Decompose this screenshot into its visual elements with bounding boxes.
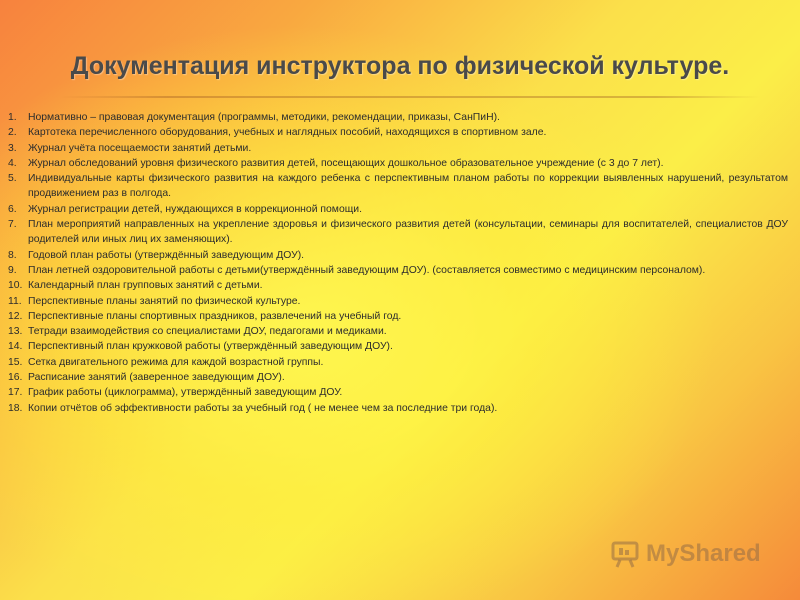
list-item-text: Перспективные планы занятий по физической культуре. — [28, 295, 301, 307]
list-item — [8, 355, 788, 370]
list-item-text: Перспективный план кружковой работы (утверждённый заведующим ДОУ). — [28, 341, 393, 353]
list-item-text: Журнал учёта посещаемости занятий детьми. — [28, 142, 252, 154]
list-item — [8, 370, 788, 385]
watermark-text: MyShared — [646, 540, 761, 567]
slide-title: Документация инструктора по физической культуре. — [70, 52, 730, 80]
list-item-number: 15. — [8, 356, 23, 368]
list-item — [8, 141, 788, 156]
list-item-number: 4. — [8, 157, 17, 169]
list-item-text: Расписание занятий (заверенное заведующим ДОУ). — [28, 372, 285, 384]
list-item — [8, 217, 788, 248]
list-item-number: 11. — [8, 295, 22, 307]
list-item-text: Сетка двигательного режима для каждой возрастной группы. — [28, 356, 324, 368]
list-item-number: 17. — [8, 387, 23, 399]
list-item-number: 9. — [8, 264, 17, 276]
list-item-text: Индивидуальные карты физического развития на каждого ребенка с перспективным планом работы по коррекции выявленных нарушений, результатом продвижением раз в полгода. — [28, 173, 788, 200]
list-item-number: 14. — [8, 341, 23, 353]
list-item-number: 5. — [8, 173, 17, 185]
list-item-text: Годовой план работы (утверждённый заведующим ДОУ). — [28, 249, 305, 261]
list-item-number: 13. — [8, 326, 23, 338]
list-item — [8, 202, 788, 217]
list-item-text: План мероприятий направленных на укрепление здоровья и физического развития детей (консультации, семинары для воспитателей, специалистов ДОУ родителей или иных лиц их заменяющих). — [28, 219, 788, 246]
list-item — [8, 263, 788, 278]
list-item-number: 7. — [8, 219, 17, 231]
list-item-text: Копии отчётов об эффективности работы за учебный год ( не менее чем за последние три года). — [28, 402, 498, 414]
list-item-text: План летней оздоровительной работы с детьми(утверждённый заведующим ДОУ). (составляется совместимо с медицинским персоналом). — [28, 264, 706, 276]
presentation-board-icon — [610, 539, 640, 569]
list-item-number: 6. — [8, 203, 17, 215]
list-item-text: Тетради взаимодействия со специалистами ДОУ, педагогами и медиками. — [28, 326, 387, 338]
list-item — [8, 171, 788, 202]
list-item-number: 18. — [8, 402, 23, 414]
list-item — [8, 385, 788, 400]
list-item — [8, 324, 788, 339]
list-item — [8, 110, 788, 125]
list-item-number: 12. — [8, 310, 23, 322]
list-item — [8, 339, 788, 354]
documentation-list — [8, 110, 788, 416]
list-item-text: График работы (циклограмма), утверждённый заведующим ДОУ. — [28, 387, 343, 399]
watermark — [610, 536, 761, 572]
list-item-text: Нормативно – правовая документация (программы, методики, рекомендации, приказы, СанПиН). — [28, 112, 500, 123]
list-item-text: Картотека перечисленного оборудования, учебных и наглядных пособий, находящихся в спортивном зале. — [28, 127, 547, 139]
list-item-text: Перспективные планы спортивных праздников, развлечений на учебный год. — [28, 310, 402, 322]
list-item-number: 16. — [8, 372, 23, 384]
list-item-number: 1. — [8, 112, 17, 123]
list-item — [8, 125, 788, 140]
list-item — [8, 401, 788, 416]
list-item — [8, 278, 788, 293]
list-item — [8, 156, 788, 171]
list-item-text: Журнал обследований уровня физического развития детей, посещающих дошкольное образовательное учреждение (с 3 до 7 лет). — [28, 157, 664, 169]
list-item-number: 10. — [8, 280, 23, 292]
list-item — [8, 248, 788, 263]
list-item-number: 3. — [8, 142, 17, 154]
list-item-text: Журнал регистрации детей, нуждающихся в коррекционной помощи. — [28, 203, 362, 215]
list-item-text: Календарный план групповых занятий с детьми. — [28, 280, 263, 292]
list-item-number: 2. — [8, 127, 17, 139]
title-divider — [60, 96, 760, 98]
list-item — [8, 294, 788, 309]
list-item-number: 8. — [8, 249, 17, 261]
list-item — [8, 309, 788, 324]
